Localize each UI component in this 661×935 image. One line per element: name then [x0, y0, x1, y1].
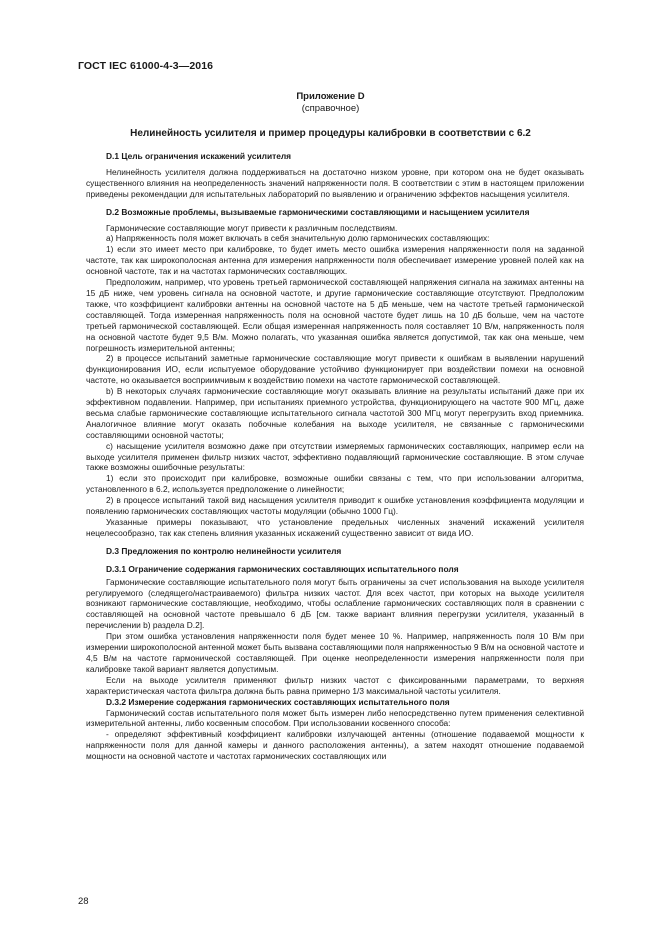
annex-title: Приложение D — [296, 91, 365, 102]
section-heading-d1: D.1 Цель ограничения искажений усилителя — [106, 151, 292, 161]
section-heading-d2: D.2 Возможные проблемы, вызываемые гармоническими составляющими и насыщением усилителя — [106, 206, 530, 217]
subsection-heading-d3-1: D.3.1 Ограничение содержания гармонических составляющих испытательного поля — [106, 563, 459, 574]
paragraph: 2) в процессе испытаний такой вид насыщения усилителя приводит к ошибке установления коэффициента модуляции и появлению гармонических составляющих частоты модуляции (обычно 1000 Гц). — [86, 495, 584, 517]
paragraph: Гармонический состав испытательного поля может быть измерен либо непосредственно путем применения селективной измерительной антенны, либо косвенным способом. При использовании косвенного способа: — [86, 707, 584, 729]
paragraph: Нелинейность усилителя должна поддерживаться на достаточно низком уровне, при котором она не будет оказывать существенного влияния на неопределенность значений напряженности поля. В соответствии с этим в настоящем приложении приведены рекомендации для испытательных лабораторий по выявлению и ограничению эффектов насыщения усилителя. — [86, 166, 584, 199]
annex-subtitle: (справочное) — [301, 103, 360, 114]
paragraph: Гармонические составляющие могут привести к различным последствиям. — [106, 222, 398, 233]
paragraph: а) Напряженность поля может включать в себя значительную долю гармонических составляющих: — [106, 233, 490, 244]
paragraph: 1) если это происходит при калибровке, возможные ошибки связаны с тем, что при использовании алгоритма, установленного в 6.2, используется предположение о линейности; — [86, 473, 584, 495]
paragraph: c) насыщение усилителя возможно даже при отсутствии измеряемых гармонических составляющих, например если на выходе усилителя применен фильтр низких частот, эффективно подавляющий гармонические составляющие. В этом случае также возможны ошибочные результаты: — [86, 440, 584, 473]
paragraph: Если на выходе усилителя применяют фильтр низких частот с фиксированными параметрами, то верхняя характеристическая частота фильтра должна быть равна примерно 1/3 максимальной частоты усилителя. — [86, 674, 584, 696]
paragraph: 2) в процессе испытаний заметные гармонические составляющие могут привести к ошибкам в выявлении нарушений функционирования ИО, если испытуемое оборудование устойчиво функционирует при воздействии помехи на основной частоте, но оказывается восприимчивым к воздействию помехи на частоте гармонической составляющей. — [86, 353, 584, 386]
paragraph: При этом ошибка установления напряженности поля будет менее 10 %. Например, напряженность поля 10 В/м при измерении широкополосной антенной может быть вызвана составляющими поля напряженностью 9 В/м на основной частоте и 4,5 В/м на частоте гармонической составляющей. При оценке неопределенности измерения напряженности поля при калибровке такой вариант является допустимым. — [86, 631, 584, 674]
document-title: Нелинейность усилителя и пример процедуры калибровки в соответствии с 6.2 — [130, 128, 531, 139]
section-heading-d3: D.3 Предложения по контролю нелинейности усилителя — [106, 545, 342, 556]
paragraph: Гармонические составляющие испытательного поля могут быть ограничены за счет использования на выходе усилителя регулируемого (следящего/настраиваемого) фильтра низких частот. Для всех частот, при которых на выходе усилителя возникают гармонические составляющие, необходимо, чтобы ослабление гармонических составляющих поля в сравнении с составляющей на основной частоте превышало 6 дБ [см. также вариант влияния перегрузки усилителя, указанный в перечислении b) раздела D.2]. — [86, 576, 584, 631]
standard-header: ГОСТ IEC 61000-4-3—2016 — [78, 60, 214, 72]
body-text — [86, 151, 584, 762]
subsection-heading-d3-2: D.3.2 Измерение содержания гармонических составляющих испытательного поля — [106, 696, 450, 707]
paragraph: 1) если это имеет место при калибровке, то будет иметь место ошибка измерения напряженности поля на заданной частоте, так как широкополосная антенна для измерения напряженности поля обеспечивает измерение уровней полей как на основной частоте, так и на частотах гармонических составляющих. — [86, 244, 584, 277]
paragraph: - определяют эффективный коэффициент калибровки излучающей антенны (отношение подаваемой мощности к напряженности поля для данной камеры и данного расположения антенны), а затем находят отношение подаваемой мощности на основной частоте и частотах гармонических составляющих или — [86, 729, 584, 762]
page-number: 28 — [78, 896, 89, 907]
paragraph: b) В некоторых случаях гармонические составляющие могут оказывать влияние на результаты испытаний даже при их эффективном подавлении. Например, при испытаниях приемного устройства, функционирующего на частоте 900 МГц, даже весьма слабые гармонические составляющие испытательного сигнала частотой 300 МГц могут перегрузить вход приемника. Аналогичное влияние могут оказать побочные колебания на выходе усилителя, не связанные с гармоническими составляющими основной частоты; — [86, 386, 584, 440]
paragraph: Указанные примеры показывают, что установление предельных численных значений искажений усилителя нецелесообразно, так как степень влияния указанных искажений существенно зависит от вида ИО. — [86, 517, 584, 538]
paragraph: Предположим, например, что уровень третьей гармонической составляющей напряжения сигнала на зажимах антенны на 15 дБ ниже, чем уровень сигнала на основной частоте, и другие гармонические составляющие отсутствуют. Предположим также, что коэффициент калибровки антенны на основной частоте на 5 дБ меньше, чем на частоте третьей гармонической составляющей. Тогда измеренная напряженность поля на основной частоте будет лишь на 10 дБ больше, чем на частоте третьей гармонической составляющей. Если общая измеренная напряженность поля составляет 10 В/м, напряженность поля на основной частоте будет 9,5 В/м. Можно полагать, что указанная ошибка является допустимой, так как она меньше, чем погрешность измерительной антенны; — [86, 277, 584, 353]
